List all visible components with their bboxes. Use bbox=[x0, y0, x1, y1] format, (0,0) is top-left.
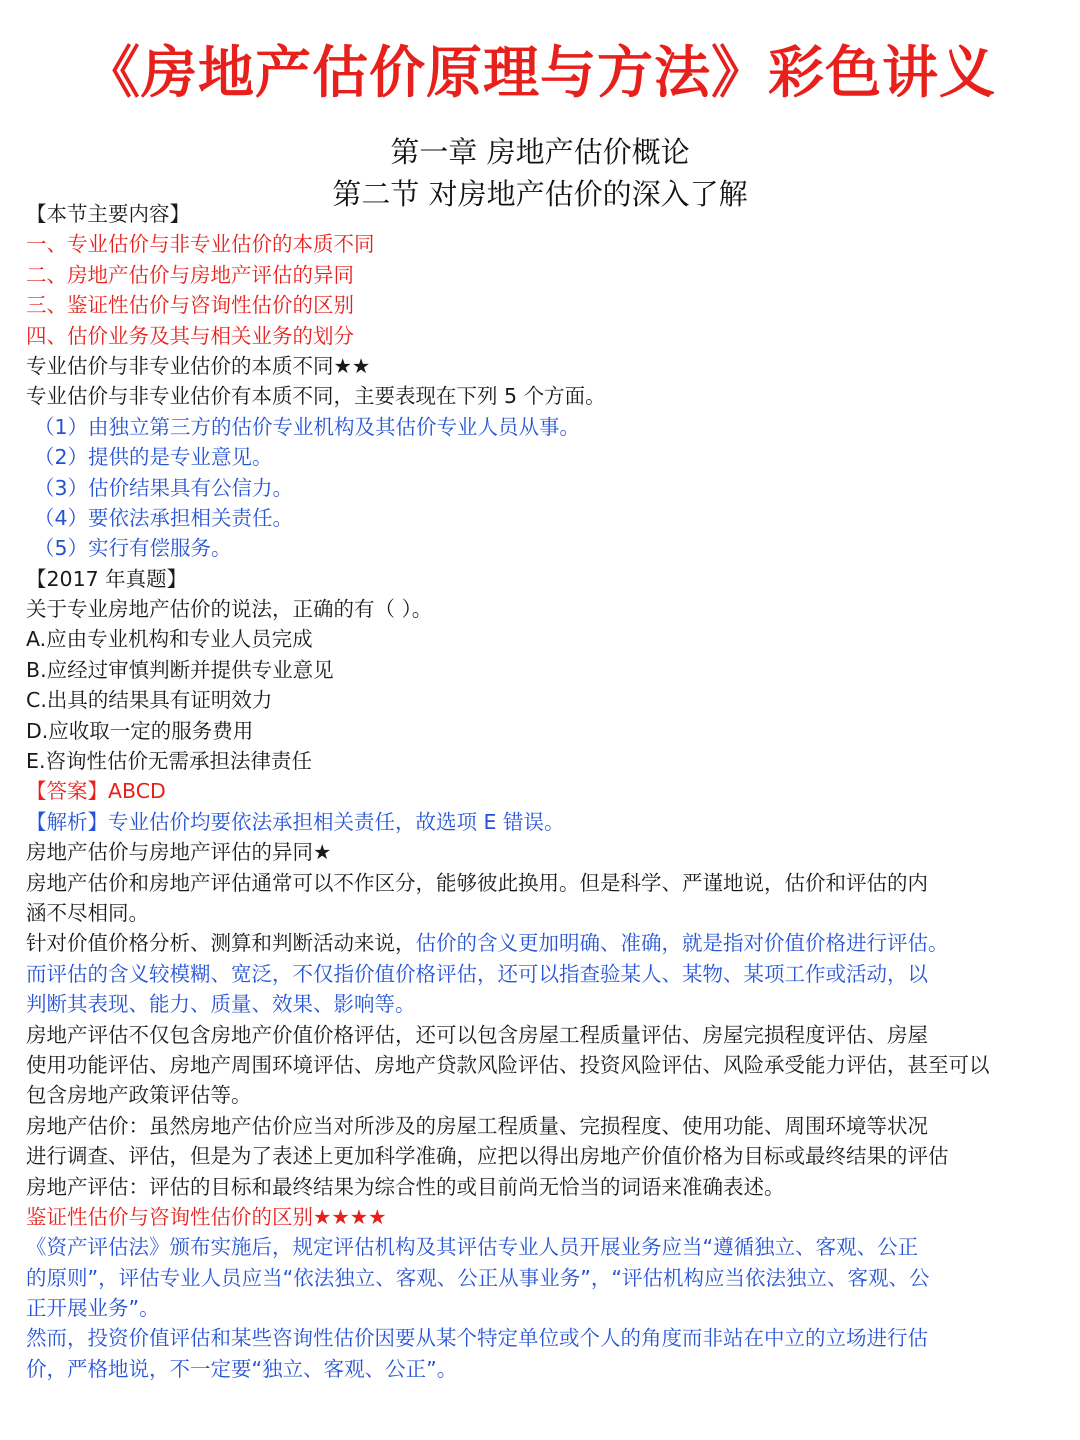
part2-paragraph-line: 判断其表现、能力、质量、效果、影响等。 bbox=[26, 992, 416, 1017]
part1-point: （5）实行有偿服务。 bbox=[34, 536, 232, 561]
section-heading: 第二节 对房地产估价的深入了解 bbox=[332, 177, 748, 211]
exam-tag: 【2017 年真题】 bbox=[26, 566, 188, 591]
part1-heading: 专业估价与非专业估价的本质不同★★ bbox=[26, 353, 371, 378]
exam-analysis: 【解析】专业估价均要依法承担相关责任，故选项 E 错误。 bbox=[26, 809, 565, 834]
chapter-heading: 第一章 房地产估价概论 bbox=[390, 135, 690, 169]
part2-paragraph-line: 包含房地产政策评估等。 bbox=[26, 1083, 252, 1108]
part2-paragraph-line: 房地产评估：评估的目标和最终结果为综合性的或目前尚无恰当的词语来准确表述。 bbox=[26, 1174, 785, 1199]
part2-paragraph-line bbox=[26, 928, 1066, 958]
summary-heading: 【本节主要内容】 bbox=[26, 202, 190, 226]
part3-heading: 鉴证性估价与咨询性估价的区别★★★★ bbox=[26, 1204, 387, 1229]
part2-paragraph-line: 涵不尽相同。 bbox=[26, 900, 149, 925]
summary-item: 一、专业估价与非专业估价的本质不同 bbox=[26, 232, 375, 257]
part3-paragraph-line: 的原则”，评估专业人员应当“依法独立、客观、公正从事业务”，“评估机构应当依法独立、客观、公 bbox=[26, 1265, 930, 1290]
part1-intro: 专业估价与非专业估价有本质不同，主要表现在下列 5 个方面。 bbox=[26, 384, 606, 409]
exam-option: C.出具的结果具有证明效力 bbox=[26, 688, 273, 713]
page-title: 《房地产估价原理与方法》彩色讲义 bbox=[84, 41, 996, 106]
exam-question: 关于专业房地产估价的说法，正确的有（ ）。 bbox=[26, 597, 433, 622]
part2-paragraph-line: 房地产估价：虽然房地产估价应当对所涉及的房屋工程质量、完损程度、使用功能、周围环境等状况 bbox=[26, 1113, 928, 1138]
exam-answer: 【答案】ABCD bbox=[26, 779, 166, 804]
part2-paragraph-line: 房地产估价和房地产评估通常可以不作区分，能够彼此换用。但是科学、严谨地说，估价和评估的内 bbox=[26, 870, 928, 895]
part2-text-blue: 估价的含义更加明确、准确，就是指对价值价格进行评估。 bbox=[415, 931, 949, 956]
exam-option: E.咨询性估价无需承担法律责任 bbox=[26, 749, 312, 774]
part3-paragraph-line: 《资产评估法》颁布实施后，规定评估机构及其评估专业人员开展业务应当“遵循独立、客观、公正 bbox=[26, 1235, 919, 1260]
lecture-body bbox=[26, 199, 1066, 1384]
part2-paragraph-line: 房地产评估不仅包含房地产价值价格评估，还可以包含房屋工程质量评估、房屋完损程度评估、房屋 bbox=[26, 1022, 928, 1047]
part3-paragraph-line: 然而，投资价值评估和某些咨询性估价因要从某个特定单位或个人的角度而非站在中立的立场进行估 bbox=[26, 1326, 928, 1351]
exam-option: D.应收取一定的服务费用 bbox=[26, 718, 254, 743]
part2-heading: 房地产估价与房地产评估的异同★ bbox=[26, 840, 332, 865]
part2-paragraph-line: 进行调查、评估，但是为了表述上更加科学准确，应把以得出房地产价值价格为目标或最终结果的评估 bbox=[26, 1144, 949, 1169]
exam-option: B.应经过审慎判断并提供专业意见 bbox=[26, 657, 334, 682]
part3-paragraph-line: 价，严格地说，不一定要“独立、客观、公正”。 bbox=[26, 1356, 458, 1381]
part1-point: （1）由独立第三方的估价专业机构及其估价专业人员从事。 bbox=[34, 414, 581, 439]
part1-point: （2）提供的是专业意见。 bbox=[34, 445, 273, 470]
part1-point: （3）估价结果具有公信力。 bbox=[34, 475, 294, 500]
part2-paragraph-line: 使用功能评估、房地产周围环境评估、房地产贷款风险评估、投资风险评估、风险承受能力评估，甚至可以 bbox=[26, 1052, 990, 1077]
summary-item: 二、房地产估价与房地产评估的异同 bbox=[26, 262, 354, 287]
part3-paragraph-line: 正开展业务”。 bbox=[26, 1296, 160, 1321]
summary-item: 三、鉴证性估价与咨询性估价的区别 bbox=[26, 293, 354, 318]
exam-option: A.应由专业机构和专业人员完成 bbox=[26, 627, 313, 652]
part2-text-black: 针对价值价格分析、测算和判断活动来说， bbox=[26, 931, 416, 956]
part2-paragraph-line: 而评估的含义较模糊、宽泛，不仅指价值价格评估，还可以指查验某人、某物、某项工作或活动，以 bbox=[26, 961, 928, 986]
part1-point: （4）要依法承担相关责任。 bbox=[34, 505, 294, 530]
summary-item: 四、估价业务及其与相关业务的划分 bbox=[26, 323, 354, 348]
